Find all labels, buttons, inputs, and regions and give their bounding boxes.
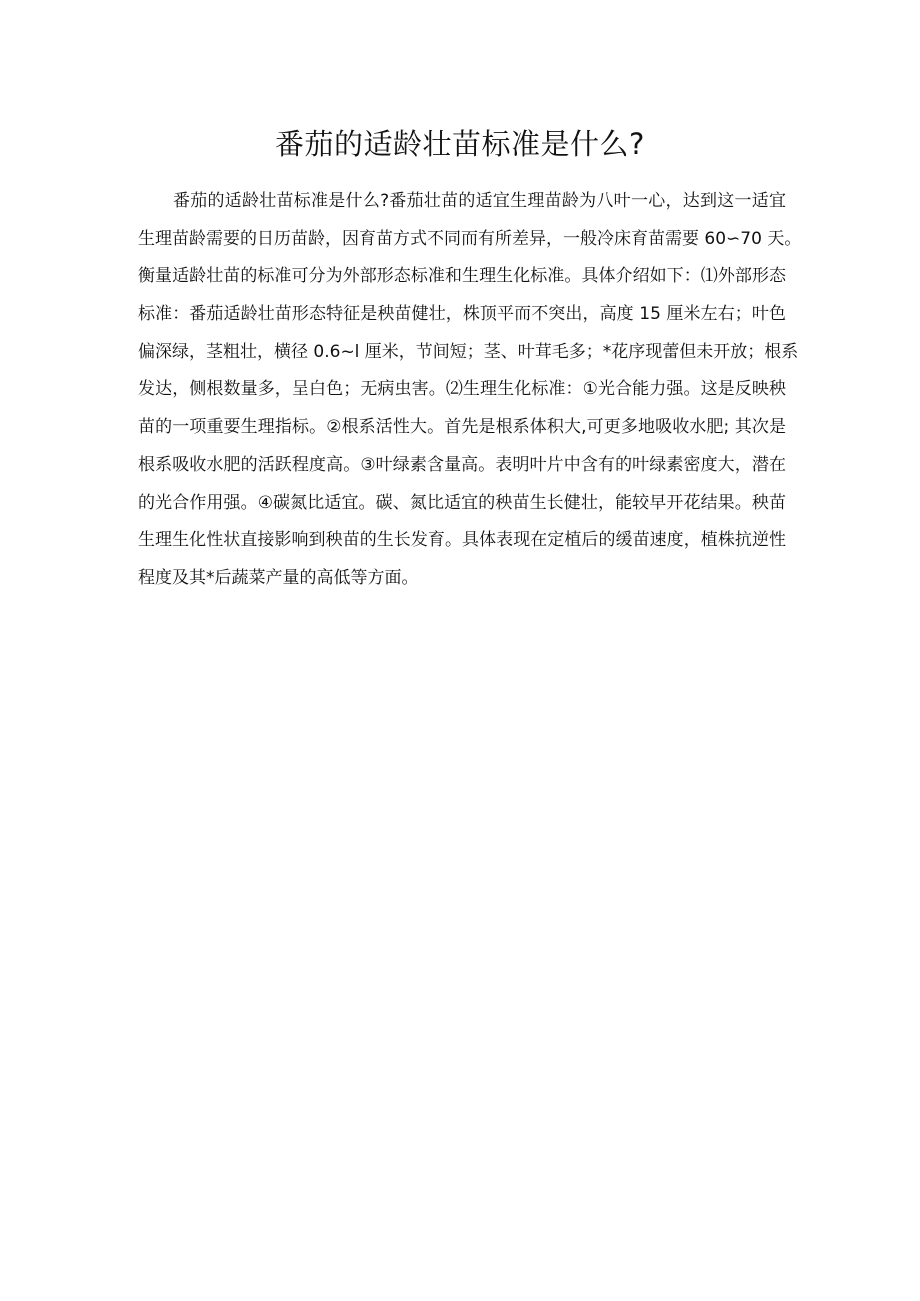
- body-line: 苗的一项重要生理指标。②根系活性大。首先是根系体积大,可更多地吸收水肥; 其次是: [138, 417, 786, 438]
- body-line: 标准：番茄适龄壮苗形态特征是秧苗健壮，株顶平而不突出，高度 15 厘米左右；叶色: [138, 304, 786, 325]
- body-line: 程度及其*后蔬菜产量的高低等方面。: [138, 567, 419, 588]
- body-line: 番茄的适龄壮苗标准是什么?番茄壮苗的适宜生理苗龄为八叶一心，达到这一适宜: [173, 191, 786, 211]
- body-line: 偏深绿，茎粗壮，横径 0.6~l 厘米，节间短；茎、叶茸毛多；*花序现蕾但未开放；根系: [138, 341, 799, 362]
- body-line: 衡量适龄壮苗的标准可分为外部形态标准和生理生化标准。具体介绍如下：⑴外部形态: [138, 266, 786, 287]
- document-body: [138, 183, 802, 598]
- body-line: 的光合作用强。④碳氮比适宜。碳、氮比适宜的秧苗生长健壮，能较早开花结果。秧苗: [138, 492, 786, 513]
- document-title: 番茄的适龄壮苗标准是什么?: [275, 127, 645, 161]
- body-line: 生理生化性状直接影响到秧苗的生长发育。具体表现在定植后的缓苗速度，植株抗逆性: [138, 530, 786, 551]
- body-line: 发达，侧根数量多，呈白色；无病虫害。⑵生理生化标准：①光合能力强。这是反映秧: [138, 379, 786, 400]
- body-line: 生理苗龄需要的日历苗龄，因育苗方式不同而有所差异，一般冷床育苗需要 60∽70 天。: [138, 228, 802, 249]
- body-line: 根系吸收水肥的活跃程度高。③叶绿素含量高。表明叶片中含有的叶绿素密度大，潜在: [138, 454, 786, 475]
